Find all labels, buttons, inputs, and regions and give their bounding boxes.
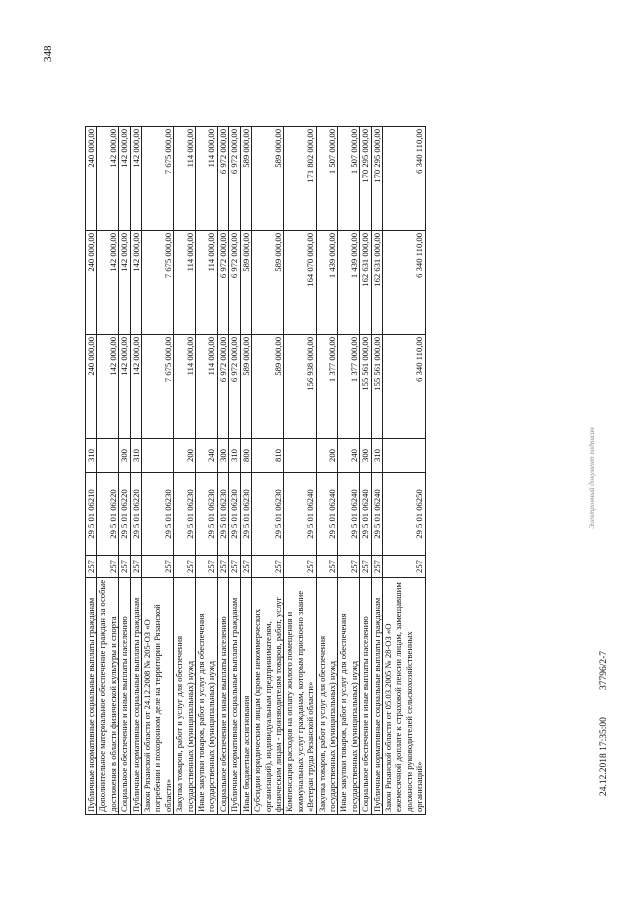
row-sum-2021: 114 000,00: [174, 127, 196, 231]
row-sum-2019: 6 340 110,00: [382, 335, 425, 439]
row-name: Субсидии юридическим лицам (кроме некоммерческих организаций), индивидуальным предпринимателям, физическим лицам - производителям товаров, работ, услуг: [252, 578, 284, 815]
row-name: Публичные нормативные социальные выплаты гражданам: [86, 578, 97, 815]
row-sum-2021: 1 507 000,00: [316, 127, 338, 231]
row-csr-code: 29 5 01 06230: [229, 473, 240, 556]
row-name: Публичные нормативные социальные выплаты гражданам: [229, 578, 240, 815]
row-vr-code: 300: [360, 439, 371, 473]
row-vr-code: 310: [229, 439, 240, 473]
row-sum-2020: 589 000,00: [252, 231, 284, 335]
row-sum-2021: 114 000,00: [196, 127, 218, 231]
table-row: [142, 127, 174, 815]
row-name: Компенсация расходов на оплату жилого помещения и коммунальных услуг гражданам, которым присвоено звание «Ветеран труда Рязанской области»: [284, 578, 316, 815]
row-sum-2019: 155 561 000,00: [360, 335, 371, 439]
row-sum-2021: 6 972 000,00: [217, 127, 228, 231]
row-name: Публичные нормативные социальные выплаты гражданам: [371, 578, 382, 815]
row-grbs-code: 257: [252, 556, 284, 578]
row-sum-2019: 240 000,00: [86, 335, 97, 439]
row-sum-2020: 6 340 110,00: [382, 231, 425, 335]
row-sum-2021: 142 000,00: [97, 127, 119, 231]
table-row: [97, 127, 119, 815]
row-sum-2021: 589 000,00: [252, 127, 284, 231]
row-name: Дополнительное материальное обеспечение граждан за особые достижения в области физической культуры и спорта: [97, 578, 119, 815]
row-grbs-code: 257: [382, 556, 425, 578]
row-grbs-code: 257: [217, 556, 228, 578]
row-grbs-code: 257: [371, 556, 382, 578]
row-sum-2021: 142 000,00: [130, 127, 141, 231]
row-vr-code: 810: [252, 439, 284, 473]
row-vr-code: 200: [316, 439, 338, 473]
row-name: Социальное обеспечение и иные выплаты населению: [217, 578, 228, 815]
table-row: [240, 127, 251, 815]
row-csr-code: 29 5 01 06240: [316, 473, 338, 556]
row-sum-2021: 6 340 110,00: [382, 127, 425, 231]
table-row: [360, 127, 371, 815]
row-name: Иные бюджетные ассигнования: [240, 578, 251, 815]
row-vr-code: [382, 439, 425, 473]
row-vr-code: 300: [217, 439, 228, 473]
row-grbs-code: 257: [229, 556, 240, 578]
row-grbs-code: 257: [130, 556, 141, 578]
row-sum-2019: 156 938 000,00: [284, 335, 316, 439]
row-sum-2020: 7 675 000,00: [142, 231, 174, 335]
row-grbs-code: 257: [142, 556, 174, 578]
row-sum-2019: 142 000,00: [97, 335, 119, 439]
table-row: [252, 127, 284, 815]
row-grbs-code: 257: [86, 556, 97, 578]
row-grbs-code: 257: [97, 556, 119, 578]
table-body: [86, 127, 426, 815]
row-sum-2020: 6 972 000,00: [229, 231, 240, 335]
row-sum-2020: 6 972 000,00: [217, 231, 228, 335]
footer-document-code: 37796/2-7: [599, 650, 609, 690]
table-row: [229, 127, 240, 815]
table-row: [130, 127, 141, 815]
row-csr-code: 29 5 01 06220: [130, 473, 141, 556]
row-grbs-code: 257: [196, 556, 218, 578]
row-grbs-code: 257: [284, 556, 316, 578]
row-name: Социальное обеспечение и иные выплаты населению: [360, 578, 371, 815]
table-row: [119, 127, 130, 815]
row-csr-code: 29 5 01 06220: [97, 473, 119, 556]
row-csr-code: 29 5 01 06210: [86, 473, 97, 556]
row-sum-2019: 589 000,00: [252, 335, 284, 439]
row-name: Публичные нормативные социальные выплаты гражданам: [130, 578, 141, 815]
row-csr-code: 29 5 01 06230: [174, 473, 196, 556]
row-vr-code: 310: [130, 439, 141, 473]
row-sum-2019: 6 972 000,00: [229, 335, 240, 439]
row-sum-2019: 142 000,00: [119, 335, 130, 439]
table-row: [86, 127, 97, 815]
row-sum-2021: 589 000,00: [240, 127, 251, 231]
budget-table: [85, 126, 426, 815]
row-csr-code: 29 5 01 06230: [252, 473, 284, 556]
row-name: Закон Рязанской области от 05.03.2005 № 28-ОЗ «О ежемесячной доплате к страховой пенсии лицам, замещавшим должности руководителей сельскохозяйственных организаций»: [382, 578, 425, 815]
table-row: [382, 127, 425, 815]
row-csr-code: 29 5 01 06240: [371, 473, 382, 556]
row-name: Закупка товаров, работ и услуг для обеспечения государственных (муниципальных) нужд: [316, 578, 338, 815]
row-sum-2020: 114 000,00: [174, 231, 196, 335]
row-sum-2020: 1 439 000,00: [338, 231, 360, 335]
row-csr-code: 29 5 01 06230: [217, 473, 228, 556]
row-vr-code: 310: [371, 439, 382, 473]
row-grbs-code: 257: [240, 556, 251, 578]
row-vr-code: 240: [196, 439, 218, 473]
table-row: [338, 127, 360, 815]
row-sum-2020: 142 000,00: [130, 231, 141, 335]
row-grbs-code: 257: [174, 556, 196, 578]
row-sum-2021: 171 802 000,00: [284, 127, 316, 231]
row-sum-2021: 142 000,00: [119, 127, 130, 231]
row-sum-2020: 114 000,00: [196, 231, 218, 335]
row-csr-code: 29 5 01 06230: [196, 473, 218, 556]
row-sum-2020: 1 439 000,00: [316, 231, 338, 335]
table-row: [196, 127, 218, 815]
row-sum-2020: 240 000,00: [86, 231, 97, 335]
row-sum-2019: 155 561 000,00: [371, 335, 382, 439]
row-csr-code: 29 5 01 06240: [284, 473, 316, 556]
row-vr-code: 800: [240, 439, 251, 473]
row-grbs-code: 257: [316, 556, 338, 578]
row-grbs-code: 257: [119, 556, 130, 578]
row-name: Закон Рязанской области от 24.12.2008 № 205-ОЗ «О погребении и похоронном деле на территории Рязанской области»: [142, 578, 174, 815]
row-csr-code: 29 5 01 06230: [142, 473, 174, 556]
row-name: Иные закупки товаров, работ и услуг для обеспечения государственных (муниципальных) нужд: [338, 578, 360, 815]
row-sum-2021: 170 295 000,00: [371, 127, 382, 231]
row-vr-code: [142, 439, 174, 473]
row-sum-2019: 6 972 000,00: [217, 335, 228, 439]
electronic-signature-stamp: Электронный документ подписан: [588, 427, 596, 529]
row-csr-code: 29 5 01 06240: [338, 473, 360, 556]
row-vr-code: 200: [174, 439, 196, 473]
row-sum-2020: 142 000,00: [97, 231, 119, 335]
row-sum-2020: 162 631 000,00: [371, 231, 382, 335]
row-sum-2019: 589 000,00: [240, 335, 251, 439]
row-csr-code: 29 5 01 06240: [360, 473, 371, 556]
table-row: [217, 127, 228, 815]
row-sum-2020: 164 070 000,00: [284, 231, 316, 335]
row-sum-2021: 6 972 000,00: [229, 127, 240, 231]
footer-timestamp: 24.12.2018 17:35:00: [599, 717, 609, 796]
row-sum-2019: 7 675 000,00: [142, 335, 174, 439]
row-vr-code: 310: [86, 439, 97, 473]
row-sum-2020: 142 000,00: [119, 231, 130, 335]
row-name: Социальное обеспечение и иные выплаты населению: [119, 578, 130, 815]
table-row: [174, 127, 196, 815]
page-number: 348: [42, 45, 54, 62]
row-vr-code: [97, 439, 119, 473]
table-row: [316, 127, 338, 815]
row-vr-code: [284, 439, 316, 473]
row-sum-2019: 114 000,00: [196, 335, 218, 439]
row-sum-2019: 142 000,00: [130, 335, 141, 439]
row-sum-2019: 1 377 000,00: [316, 335, 338, 439]
row-name: Закупка товаров, работ и услуг для обеспечения государственных (муниципальных) нужд: [174, 578, 196, 815]
row-vr-code: 240: [338, 439, 360, 473]
row-name: Иные закупки товаров, работ и услуг для обеспечения государственных (муниципальных) нужд: [196, 578, 218, 815]
row-sum-2019: 1 377 000,00: [338, 335, 360, 439]
table-row: [284, 127, 316, 815]
row-sum-2020: 589 000,00: [240, 231, 251, 335]
row-csr-code: 29 5 01 06230: [240, 473, 251, 556]
row-sum-2021: 170 295 000,00: [360, 127, 371, 231]
row-csr-code: 29 5 01 06220: [119, 473, 130, 556]
row-sum-2021: 7 675 000,00: [142, 127, 174, 231]
row-vr-code: 300: [119, 439, 130, 473]
row-grbs-code: 257: [338, 556, 360, 578]
row-sum-2019: 114 000,00: [174, 335, 196, 439]
row-sum-2021: 1 507 000,00: [338, 127, 360, 231]
row-grbs-code: 257: [360, 556, 371, 578]
row-sum-2021: 240 000,00: [86, 127, 97, 231]
table-row: [371, 127, 382, 815]
row-sum-2020: 162 631 000,00: [360, 231, 371, 335]
row-csr-code: 29 5 01 06250: [382, 473, 425, 556]
